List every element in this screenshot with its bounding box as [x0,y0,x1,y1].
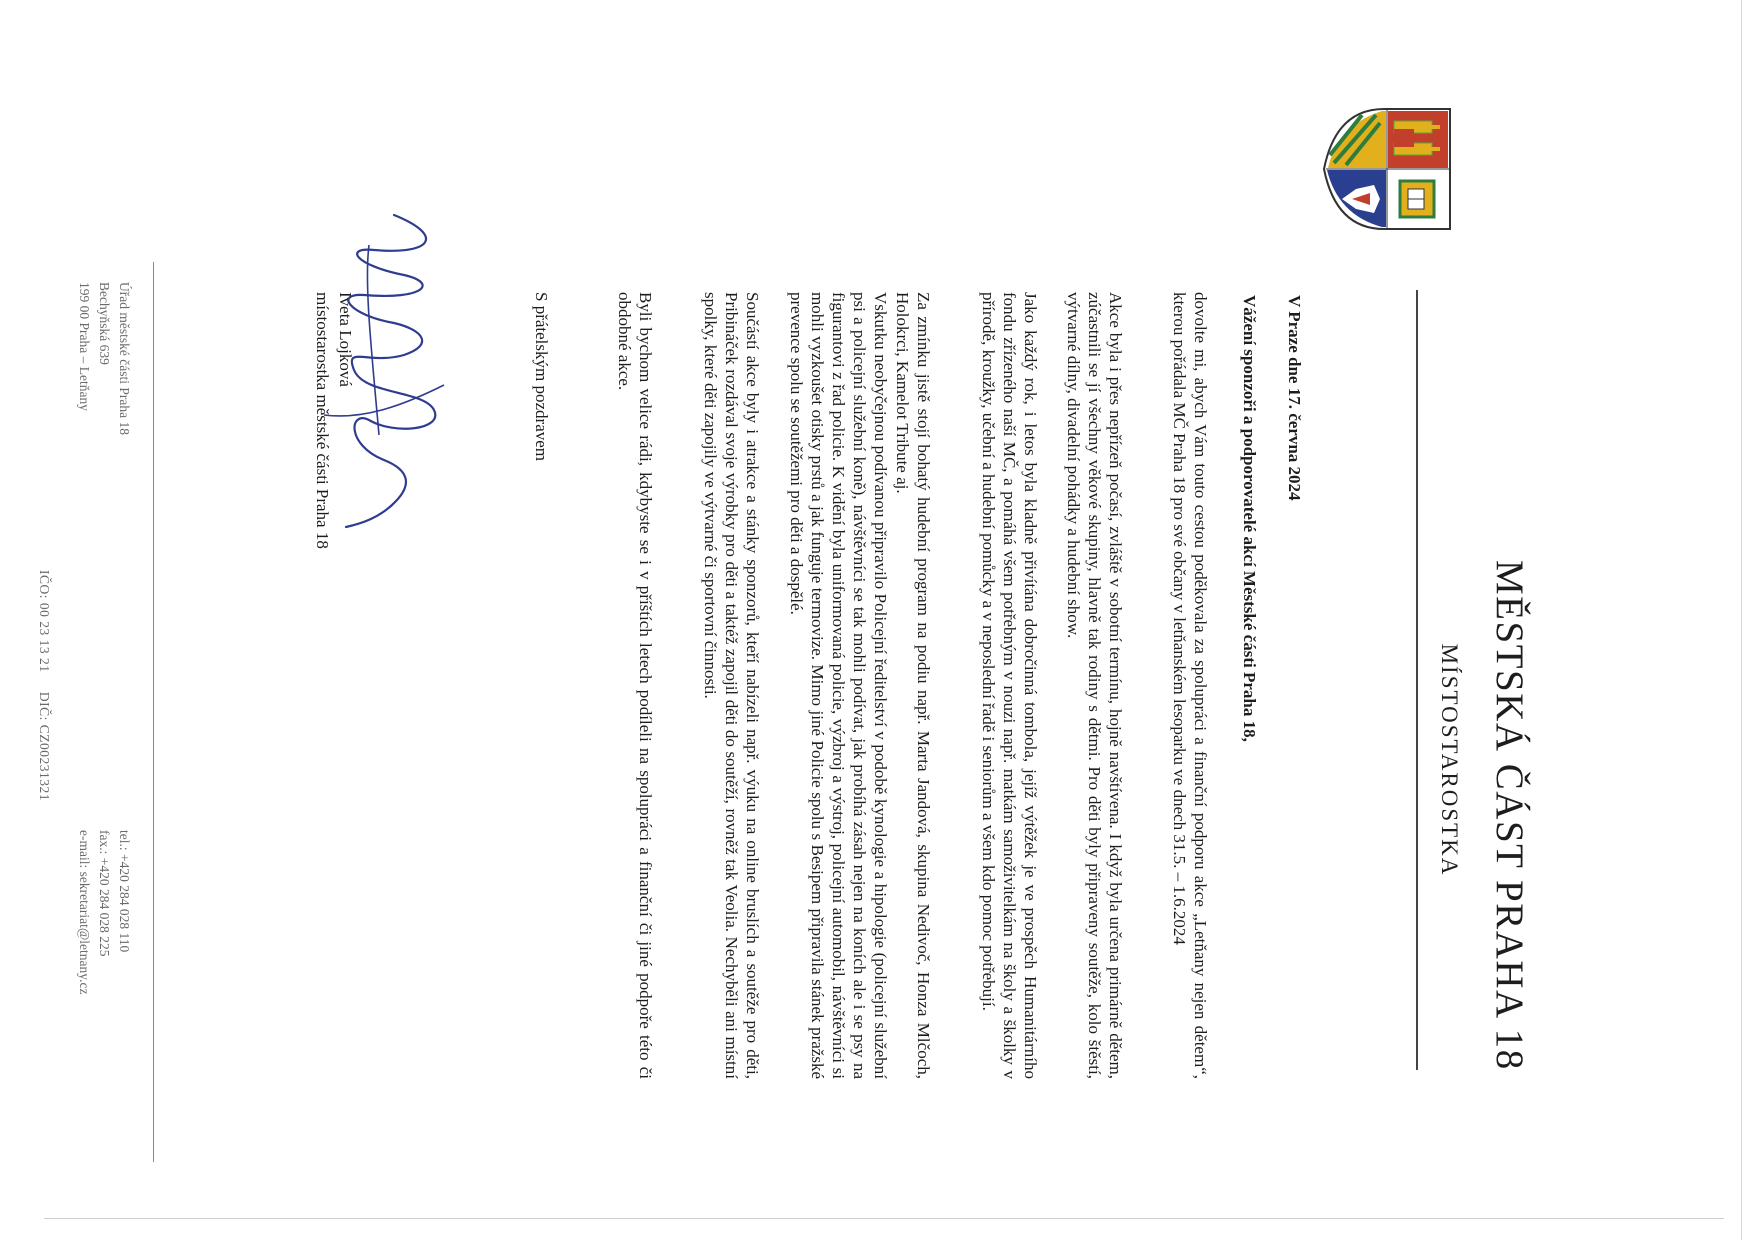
paragraph: Za zmínku jistě stojí bohatý hudební program na podiu např. Marta Jandová, skupina Nedivoč, Honza Mlčoch, Holokrci, Kamelot Tribute aj. [893,292,933,1079]
footer-company-ids: IČO: 00 23 13 21 DIČ: CZ00231321 [37,570,52,802]
signer-name: Iveta Lojková [336,292,355,387]
footer-address-line: 199 00 Praha – Letňany [77,282,92,411]
footer-email: e-mail: sekretariat@letnany.cz [77,830,92,995]
paragraph: Součástí akce byly i atrakce a stánky sponzorů, kteří nabízeli např. výuku na online bruslích a soutěže pro děti, Pribináček rozdával svoje výrobky pro děti a taktéž zapojil děti do soutěží, rovněž tak Veolia. Nechyběli ani místní spolky, které děti zapojily ve výtvarné či sportovní činnosti. [701,292,762,1079]
header-title: MĚSTSKÁ ČÁST PRAHA 18 [1488,560,1531,1071]
scan-edge [44,1218,1724,1219]
scan-edge [1741,0,1742,1240]
footer-phone: tel.: +420 284 028 110 [117,830,132,953]
paragraph: Jako každý rok, i letos byla kladně přivítána dobročinná tombola, jejíž výtěžek je ve prospěch Humanitárního fondu zřízeného naší MČ, a pomáhá všem potřebným v nouzi např. matkám samoživitelkám na školy a školky v přírodě, kroužky, učební a hudební pomůcky a v neposlední řadě i seniorům a všem kdo pomoc potřebují. [979,292,1040,1079]
signer-role: místostarostka městské části Praha 18 [313,292,332,549]
footer-divider [153,262,154,1162]
footer-address-line: Úřad městské části Praha 18 [117,282,132,435]
header-subtitle: MÍSTOSTAROSTKA [1437,643,1462,877]
footer-address-line: Bechyňská 639 [97,282,112,365]
paragraph: Byli bychom velice rádi, kdybyste se i v příštích letech podíleli na spolupráci a finanční či jiné podpoře této či obdobné akce. [615,292,655,1079]
paragraph: Akce byla i přes nepřízeň počasí, zvláště v sobotní termínu, hojně navštívena. I když byla určena primárně dětem, zúčastnili se jí všechny věkové skupiny, hlavně tak rodiny s dětmi. Pro děti byly připraveny soutěže, kolo štěstí, výtvarné dílny, divadelní pohádky a hudební show. [1064,292,1125,1079]
letter-closing: S přátelským pozdravem [532,292,551,462]
footer-contact [74,830,134,994]
footer-address [74,282,134,435]
letter-salutation: Vážení sponzoři a podporovatelé akcí Městské části Praha 18, [1240,295,1259,742]
letter-date: V Praze dne 17. června 2024 [1285,295,1304,501]
paragraph: Vskutku neobyčejnou podívanou připravilo Policejní ředitelství v podobě kynologie a hipologie (policejní služební psi a policejní služební koně), návštěvníci se tak mohli podívat, jak probíhá zásah nejen na koních ale i se psy na figurantovi z řad policie. K vidění byla uniformovaná policie, výzbroj a výstroj, policejní automobil, návštěvníci si mohli vyzkoušet otisky prstů a jak funguje termovize. Mimo jiné Policie spolu s Besipem připravila stánek pražské prevence spolu se soutěžemi pro děti a dospělé. [787,292,890,1079]
header-divider [1416,290,1418,1070]
paragraph: dovolte mi, abych Vám touto cestou poděkovala za spolupráci a finanční podporu akce „Letňany nejen dětem“, kterou pořádala MČ Praha 18 pro své občany v letňanském lesoparku ve dnech 31.5. – 1.6.2024 [1170,292,1210,1079]
footer-fax: fax.: +420 284 028 225 [97,830,112,957]
coat-of-arms-icon [1322,105,1454,233]
